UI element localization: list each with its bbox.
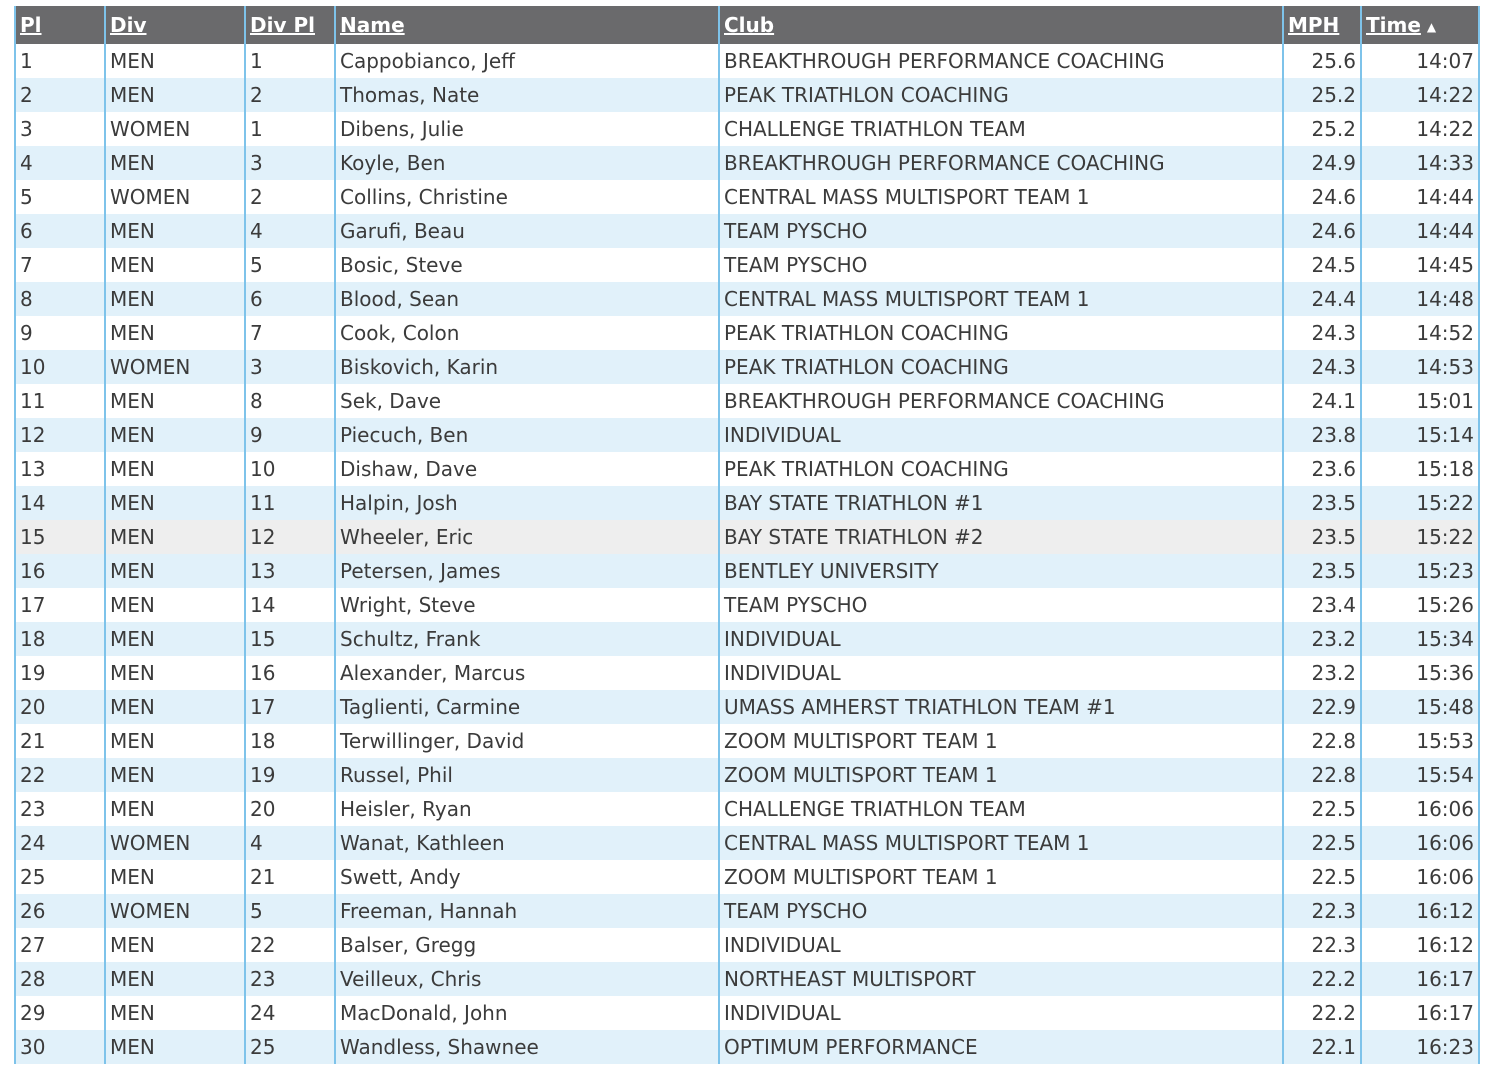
cell-pl: 24: [15, 826, 105, 860]
cell-time: 15:26: [1361, 588, 1479, 622]
cell-mph: 25.2: [1283, 78, 1361, 112]
cell-div-pl: 22: [245, 928, 335, 962]
cell-div-pl: 5: [245, 894, 335, 928]
cell-div-pl: 19: [245, 758, 335, 792]
cell-mph: 23.5: [1283, 554, 1361, 588]
cell-name: Wright, Steve: [335, 588, 719, 622]
column-header-mph-label[interactable]: MPH: [1288, 13, 1340, 37]
cell-div: MEN: [105, 690, 245, 724]
cell-div: MEN: [105, 622, 245, 656]
cell-time: 16:17: [1361, 962, 1479, 996]
cell-div: MEN: [105, 588, 245, 622]
cell-time: 15:54: [1361, 758, 1479, 792]
cell-club: PEAK TRIATHLON COACHING: [719, 78, 1283, 112]
cell-div-pl: 10: [245, 452, 335, 486]
table-row[interactable]: [15, 384, 1479, 418]
table-row[interactable]: [15, 792, 1479, 826]
table-row[interactable]: [15, 758, 1479, 792]
cell-div: MEN: [105, 554, 245, 588]
cell-name: Biskovich, Karin: [335, 350, 719, 384]
cell-pl: 9: [15, 316, 105, 350]
cell-mph: 24.9: [1283, 146, 1361, 180]
cell-name: Dishaw, Dave: [335, 452, 719, 486]
cell-div-pl: 24: [245, 996, 335, 1030]
cell-div: WOMEN: [105, 112, 245, 146]
cell-div-pl: 17: [245, 690, 335, 724]
table-row[interactable]: [15, 554, 1479, 588]
cell-time: 14:53: [1361, 350, 1479, 384]
cell-mph: 24.6: [1283, 180, 1361, 214]
cell-club: TEAM PYSCHO: [719, 214, 1283, 248]
cell-name: Russel, Phil: [335, 758, 719, 792]
cell-div: MEN: [105, 724, 245, 758]
cell-time: 16:23: [1361, 1030, 1479, 1064]
table-header: [15, 6, 1479, 44]
cell-div-pl: 23: [245, 962, 335, 996]
cell-club: ZOOM MULTISPORT TEAM 1: [719, 860, 1283, 894]
cell-time: 14:52: [1361, 316, 1479, 350]
column-header-div-pl[interactable]: [245, 6, 335, 44]
cell-div-pl: 15: [245, 622, 335, 656]
cell-club: TEAM PYSCHO: [719, 894, 1283, 928]
cell-club: PEAK TRIATHLON COACHING: [719, 316, 1283, 350]
cell-club: CENTRAL MASS MULTISPORT TEAM 1: [719, 282, 1283, 316]
cell-club: CENTRAL MASS MULTISPORT TEAM 1: [719, 180, 1283, 214]
cell-time: 16:12: [1361, 894, 1479, 928]
cell-div: MEN: [105, 452, 245, 486]
cell-time: 15:23: [1361, 554, 1479, 588]
cell-div-pl: 14: [245, 588, 335, 622]
cell-club: TEAM PYSCHO: [719, 248, 1283, 282]
cell-div: WOMEN: [105, 826, 245, 860]
cell-club: CHALLENGE TRIATHLON TEAM: [719, 792, 1283, 826]
cell-div-pl: 6: [245, 282, 335, 316]
cell-club: INDIVIDUAL: [719, 418, 1283, 452]
cell-club: BAY STATE TRIATHLON #1: [719, 486, 1283, 520]
table-row[interactable]: [15, 282, 1479, 316]
table-row[interactable]: [15, 928, 1479, 962]
cell-div: MEN: [105, 520, 245, 554]
table-row[interactable]: [15, 248, 1479, 282]
cell-pl: 21: [15, 724, 105, 758]
cell-time: 16:12: [1361, 928, 1479, 962]
cell-mph: 25.6: [1283, 44, 1361, 78]
cell-div: MEN: [105, 214, 245, 248]
table-row[interactable]: [15, 452, 1479, 486]
cell-time: 16:06: [1361, 792, 1479, 826]
cell-pl: 4: [15, 146, 105, 180]
cell-name: Garufi, Beau: [335, 214, 719, 248]
cell-pl: 10: [15, 350, 105, 384]
table-row[interactable]: [15, 180, 1479, 214]
cell-time: 14:44: [1361, 214, 1479, 248]
column-header-pl-label[interactable]: Pl: [20, 13, 42, 37]
cell-mph: 25.2: [1283, 112, 1361, 146]
cell-club: INDIVIDUAL: [719, 622, 1283, 656]
cell-name: Collins, Christine: [335, 180, 719, 214]
results-table: [14, 6, 1480, 1064]
column-header-time-label[interactable]: Time: [1366, 13, 1421, 37]
cell-name: Freeman, Hannah: [335, 894, 719, 928]
cell-mph: 23.2: [1283, 622, 1361, 656]
cell-div-pl: 11: [245, 486, 335, 520]
cell-div: MEN: [105, 1030, 245, 1064]
cell-mph: 24.3: [1283, 316, 1361, 350]
cell-club: BREAKTHROUGH PERFORMANCE COACHING: [719, 384, 1283, 418]
cell-pl: 3: [15, 112, 105, 146]
cell-div-pl: 7: [245, 316, 335, 350]
cell-mph: 22.3: [1283, 928, 1361, 962]
cell-club: BAY STATE TRIATHLON #2: [719, 520, 1283, 554]
cell-mph: 22.5: [1283, 792, 1361, 826]
cell-mph: 24.1: [1283, 384, 1361, 418]
cell-div: WOMEN: [105, 350, 245, 384]
cell-time: 14:07: [1361, 44, 1479, 78]
cell-name: Wheeler, Eric: [335, 520, 719, 554]
sort-up-arrow-icon[interactable]: ▲: [1426, 19, 1437, 34]
cell-club: INDIVIDUAL: [719, 928, 1283, 962]
cell-div-pl: 5: [245, 248, 335, 282]
cell-name: Sek, Dave: [335, 384, 719, 418]
cell-time: 15:53: [1361, 724, 1479, 758]
cell-div: MEN: [105, 146, 245, 180]
cell-time: 14:22: [1361, 112, 1479, 146]
cell-club: CHALLENGE TRIATHLON TEAM: [719, 112, 1283, 146]
cell-name: Blood, Sean: [335, 282, 719, 316]
cell-pl: 6: [15, 214, 105, 248]
cell-div: MEN: [105, 316, 245, 350]
cell-mph: 23.2: [1283, 656, 1361, 690]
table-row[interactable]: [15, 588, 1479, 622]
cell-time: 14:45: [1361, 248, 1479, 282]
table-row[interactable]: [15, 724, 1479, 758]
cell-div-pl: 2: [245, 180, 335, 214]
cell-div: MEN: [105, 418, 245, 452]
cell-div: MEN: [105, 792, 245, 826]
cell-pl: 5: [15, 180, 105, 214]
column-header-name[interactable]: [335, 6, 719, 44]
cell-div-pl: 20: [245, 792, 335, 826]
cell-pl: 28: [15, 962, 105, 996]
cell-time: 15:01: [1361, 384, 1479, 418]
column-header-div[interactable]: [105, 6, 245, 44]
cell-name: Koyle, Ben: [335, 146, 719, 180]
cell-name: Heisler, Ryan: [335, 792, 719, 826]
cell-pl: 23: [15, 792, 105, 826]
cell-pl: 7: [15, 248, 105, 282]
cell-pl: 30: [15, 1030, 105, 1064]
cell-club: UMASS AMHERST TRIATHLON TEAM #1: [719, 690, 1283, 724]
column-header-pl[interactable]: [15, 6, 105, 44]
cell-time: 15:34: [1361, 622, 1479, 656]
table-row[interactable]: [15, 418, 1479, 452]
cell-name: Halpin, Josh: [335, 486, 719, 520]
cell-mph: 22.9: [1283, 690, 1361, 724]
cell-div: MEN: [105, 758, 245, 792]
cell-name: Wanat, Kathleen: [335, 826, 719, 860]
table-row[interactable]: [15, 860, 1479, 894]
cell-mph: 23.5: [1283, 520, 1361, 554]
table-row[interactable]: [15, 894, 1479, 928]
cell-mph: 22.8: [1283, 724, 1361, 758]
cell-pl: 8: [15, 282, 105, 316]
cell-pl: 17: [15, 588, 105, 622]
cell-club: TEAM PYSCHO: [719, 588, 1283, 622]
table-row[interactable]: [15, 78, 1479, 112]
cell-club: INDIVIDUAL: [719, 996, 1283, 1030]
cell-mph: 22.2: [1283, 962, 1361, 996]
column-header-club-label[interactable]: Club: [724, 13, 775, 37]
cell-div-pl: 1: [245, 112, 335, 146]
cell-pl: 18: [15, 622, 105, 656]
cell-div: WOMEN: [105, 180, 245, 214]
cell-name: Thomas, Nate: [335, 78, 719, 112]
cell-pl: 20: [15, 690, 105, 724]
column-header-time[interactable]: [1361, 6, 1479, 44]
cell-mph: 24.6: [1283, 214, 1361, 248]
cell-name: Swett, Andy: [335, 860, 719, 894]
cell-time: 15:18: [1361, 452, 1479, 486]
cell-name: Balser, Gregg: [335, 928, 719, 962]
header-row: [15, 6, 1479, 44]
cell-mph: 22.8: [1283, 758, 1361, 792]
cell-name: Bosic, Steve: [335, 248, 719, 282]
table-row[interactable]: [15, 520, 1479, 554]
cell-div-pl: 4: [245, 826, 335, 860]
cell-div-pl: 9: [245, 418, 335, 452]
cell-div-pl: 25: [245, 1030, 335, 1064]
cell-div-pl: 16: [245, 656, 335, 690]
cell-club: PEAK TRIATHLON COACHING: [719, 350, 1283, 384]
cell-name: Alexander, Marcus: [335, 656, 719, 690]
cell-time: 15:36: [1361, 656, 1479, 690]
cell-pl: 11: [15, 384, 105, 418]
cell-div-pl: 3: [245, 350, 335, 384]
cell-name: Wandless, Shawnee: [335, 1030, 719, 1064]
cell-pl: 14: [15, 486, 105, 520]
cell-club: INDIVIDUAL: [719, 656, 1283, 690]
cell-pl: 12: [15, 418, 105, 452]
cell-pl: 2: [15, 78, 105, 112]
cell-club: PEAK TRIATHLON COACHING: [719, 452, 1283, 486]
cell-div-pl: 3: [245, 146, 335, 180]
cell-time: 14:48: [1361, 282, 1479, 316]
cell-name: Schultz, Frank: [335, 622, 719, 656]
cell-time: 15:48: [1361, 690, 1479, 724]
cell-div-pl: 18: [245, 724, 335, 758]
column-header-div-pl-label[interactable]: Div Pl: [250, 13, 315, 37]
column-header-div-label[interactable]: Div: [110, 13, 147, 37]
table-row[interactable]: [15, 112, 1479, 146]
cell-time: 15:22: [1361, 486, 1479, 520]
cell-time: 14:22: [1361, 78, 1479, 112]
table-row[interactable]: [15, 146, 1479, 180]
cell-div: MEN: [105, 78, 245, 112]
table-row[interactable]: [15, 316, 1479, 350]
cell-div: MEN: [105, 486, 245, 520]
cell-name: Terwillinger, David: [335, 724, 719, 758]
cell-mph: 22.1: [1283, 1030, 1361, 1064]
cell-club: OPTIMUM PERFORMANCE: [719, 1030, 1283, 1064]
cell-mph: 24.3: [1283, 350, 1361, 384]
cell-mph: 24.5: [1283, 248, 1361, 282]
cell-div: MEN: [105, 996, 245, 1030]
cell-mph: 22.3: [1283, 894, 1361, 928]
cell-pl: 16: [15, 554, 105, 588]
cell-time: 14:33: [1361, 146, 1479, 180]
cell-name: Veilleux, Chris: [335, 962, 719, 996]
cell-mph: 23.5: [1283, 486, 1361, 520]
cell-name: Cappobianco, Jeff: [335, 44, 719, 78]
table-row[interactable]: [15, 622, 1479, 656]
cell-pl: 27: [15, 928, 105, 962]
cell-name: Dibens, Julie: [335, 112, 719, 146]
cell-div: MEN: [105, 860, 245, 894]
cell-club: ZOOM MULTISPORT TEAM 1: [719, 758, 1283, 792]
cell-mph: 22.2: [1283, 996, 1361, 1030]
cell-div-pl: 12: [245, 520, 335, 554]
cell-pl: 1: [15, 44, 105, 78]
cell-div-pl: 4: [245, 214, 335, 248]
cell-name: Piecuch, Ben: [335, 418, 719, 452]
cell-time: 16:17: [1361, 996, 1479, 1030]
table-row[interactable]: [15, 690, 1479, 724]
cell-name: Petersen, James: [335, 554, 719, 588]
table-row[interactable]: [15, 350, 1479, 384]
cell-mph: 22.5: [1283, 826, 1361, 860]
cell-club: NORTHEAST MULTISPORT: [719, 962, 1283, 996]
cell-club: CENTRAL MASS MULTISPORT TEAM 1: [719, 826, 1283, 860]
table-row[interactable]: [15, 826, 1479, 860]
cell-div-pl: 13: [245, 554, 335, 588]
cell-club: BREAKTHROUGH PERFORMANCE COACHING: [719, 146, 1283, 180]
cell-div: MEN: [105, 248, 245, 282]
cell-div-pl: 21: [245, 860, 335, 894]
cell-pl: 26: [15, 894, 105, 928]
cell-name: Taglienti, Carmine: [335, 690, 719, 724]
cell-div: MEN: [105, 928, 245, 962]
cell-pl: 25: [15, 860, 105, 894]
cell-mph: 23.6: [1283, 452, 1361, 486]
column-header-name-label[interactable]: Name: [340, 13, 405, 37]
cell-club: BENTLEY UNIVERSITY: [719, 554, 1283, 588]
cell-time: 16:06: [1361, 860, 1479, 894]
cell-pl: 22: [15, 758, 105, 792]
cell-pl: 19: [15, 656, 105, 690]
column-header-mph[interactable]: [1283, 6, 1361, 44]
table-row[interactable]: [15, 656, 1479, 690]
cell-time: 16:06: [1361, 826, 1479, 860]
cell-name: Cook, Colon: [335, 316, 719, 350]
table-row[interactable]: [15, 486, 1479, 520]
cell-time: 15:14: [1361, 418, 1479, 452]
cell-pl: 29: [15, 996, 105, 1030]
cell-div: MEN: [105, 962, 245, 996]
cell-div: WOMEN: [105, 894, 245, 928]
cell-div-pl: 8: [245, 384, 335, 418]
cell-time: 14:44: [1361, 180, 1479, 214]
table-body: [15, 44, 1479, 1064]
cell-mph: 23.8: [1283, 418, 1361, 452]
column-header-club[interactable]: [719, 6, 1283, 44]
cell-club: BREAKTHROUGH PERFORMANCE COACHING: [719, 44, 1283, 78]
cell-time: 15:22: [1361, 520, 1479, 554]
cell-pl: 13: [15, 452, 105, 486]
cell-mph: 23.4: [1283, 588, 1361, 622]
table-row[interactable]: [15, 44, 1479, 78]
cell-pl: 15: [15, 520, 105, 554]
cell-div-pl: 1: [245, 44, 335, 78]
cell-div: MEN: [105, 656, 245, 690]
cell-mph: 22.5: [1283, 860, 1361, 894]
cell-div: MEN: [105, 282, 245, 316]
table-row[interactable]: [15, 962, 1479, 996]
cell-club: ZOOM MULTISPORT TEAM 1: [719, 724, 1283, 758]
cell-div: MEN: [105, 44, 245, 78]
cell-div-pl: 2: [245, 78, 335, 112]
cell-mph: 24.4: [1283, 282, 1361, 316]
cell-div: MEN: [105, 384, 245, 418]
table-row[interactable]: [15, 1030, 1479, 1064]
cell-name: MacDonald, John: [335, 996, 719, 1030]
table-row[interactable]: [15, 214, 1479, 248]
table-row[interactable]: [15, 996, 1479, 1030]
